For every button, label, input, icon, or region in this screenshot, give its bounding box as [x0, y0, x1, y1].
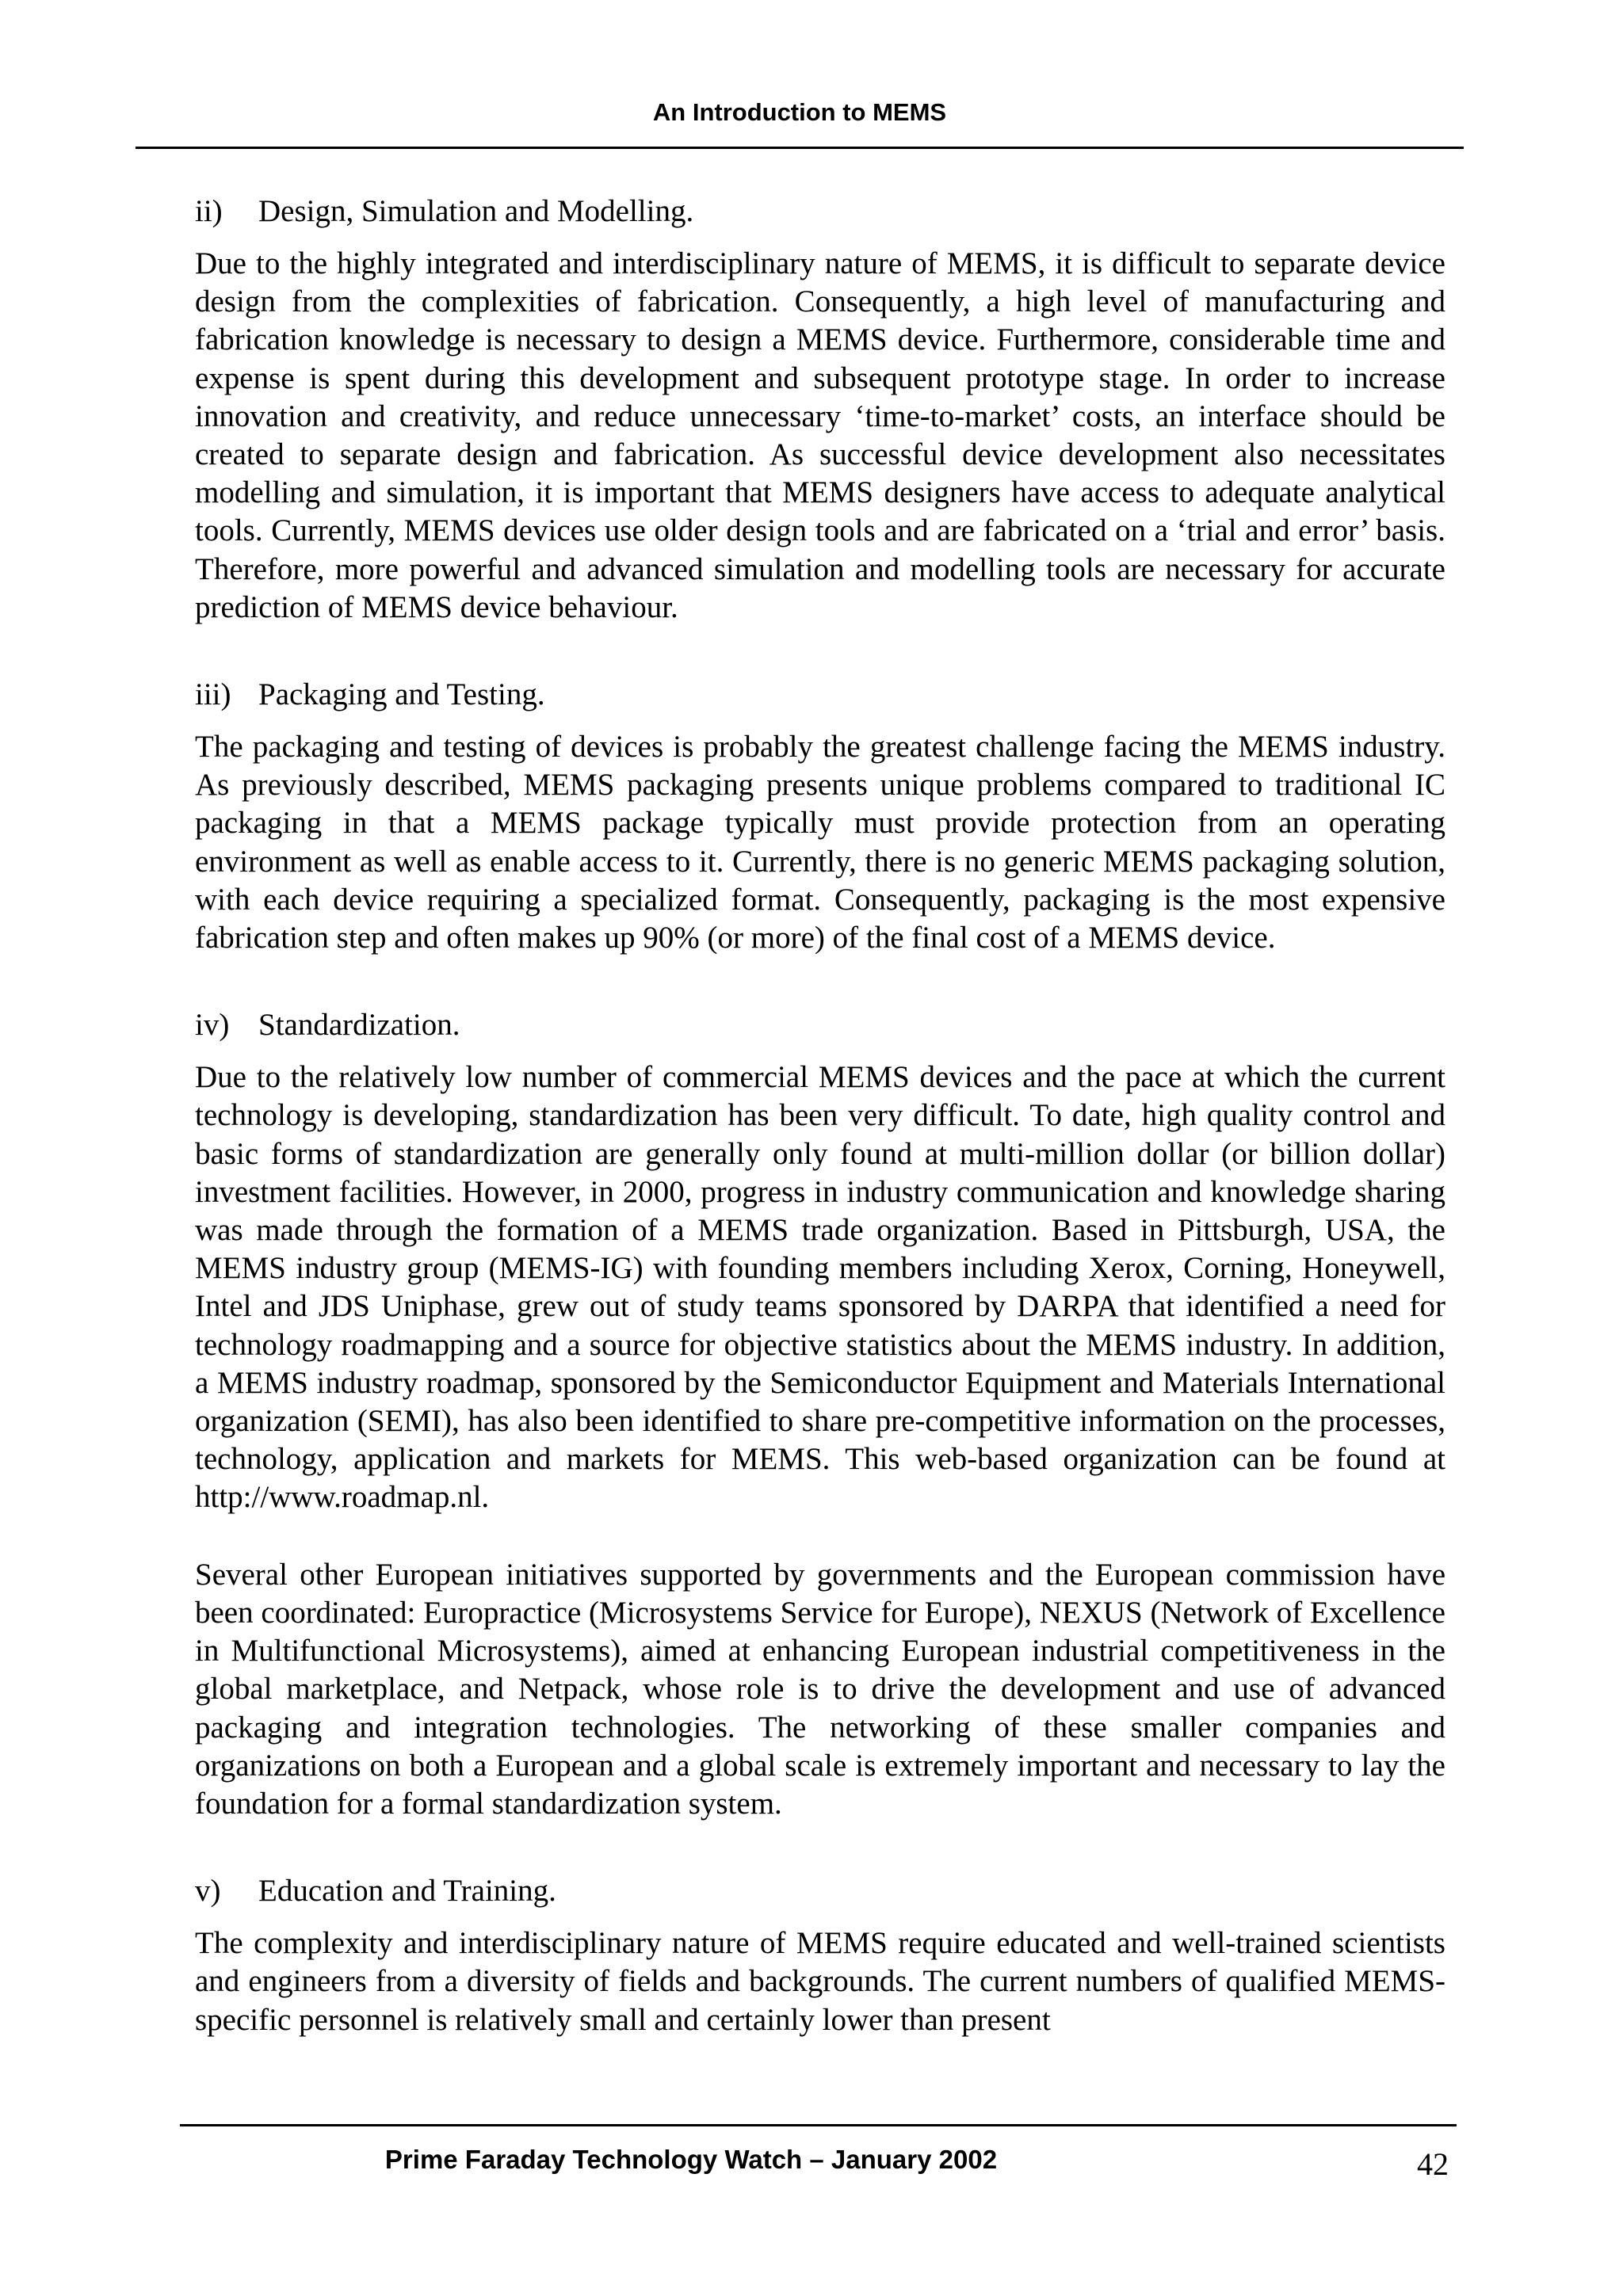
page-header — [136, 93, 1464, 149]
section-title: Education and Training. — [258, 1874, 556, 1909]
paragraph-standardization-2: Several other European initiatives supported by governments and the European commission have been coordinated: Europractice (Microsystems Service for Europe), NEXUS (Network of Excellence in Multifunctional Microsystems), aimed at enhancing European industrial competitiveness in the global marketplace, and Netpack, whose role is to drive the development and use of advanced packaging and integration technologies. The networking of these smaller companies and organizations on both a European and a global scale is extremely important and necessary to lay the foundation for a formal standardization system. — [195, 1557, 1445, 1821]
section-title: Packaging and Testing. — [258, 677, 545, 712]
section-heading-packaging — [195, 676, 1445, 714]
paragraph-standardization-1: Due to the relatively low number of commercial MEMS devices and the pace at which the current technology is developing, standardization has been very difficult. To date, high quality control and basic forms of standardization are generally only found at multi-million dollar (or billion dollar) investment facilities. However, in 2000, progress in industry communication and knowledge sharing was made through the formation of a MEMS trade organization. Based in Pittsburgh, USA, the MEMS industry group (MEMS-IG) with founding members including Xerox, Corning, Honeywell, Intel and JDS Uniphase, grew out of study teams sponsored by DARPA that identified a need for technology roadmapping and a source for objective statistics about the MEMS industry. In addition, a MEMS industry roadmap, sponsored by the Semiconductor Equipment and Materials International organization (SEMI), has also been identified to share pre-competitive information on the processes, technology, application and markets for MEMS. This web-based organization can be found at http://www.roadmap.nl. — [195, 1060, 1445, 1515]
section-heading-design — [195, 193, 1445, 231]
page-number: 42 — [1417, 2146, 1449, 2182]
section-number: v) — [195, 1874, 221, 1909]
section-title: Design, Simulation and Modelling. — [258, 194, 694, 228]
section-heading-standardization — [195, 1006, 1445, 1044]
page-footer — [180, 2124, 1457, 2191]
page-content — [195, 193, 1445, 2039]
header-title: An Introduction to MEMS — [652, 98, 947, 126]
paragraph-design: Due to the highly integrated and interdisciplinary nature of MEMS, it is difficult to separate device design from the complexities of fabrication. Consequently, a high level of manufacturing and fabrication knowledge is necessary to design a MEMS device. Furthermore, considerable time and expense is spent during this development and subsequent prototype stage. In order to increase innovation and creativity, and reduce unnecessary ‘time-to-market’ costs, an interface should be created to separate design and fabrication. As successful device development also necessitates modelling and simulation, it is important that MEMS designers have access to adequate analytical tools. Currently, MEMS devices use older design tools and are fabricated on a ‘trial and error’ basis. Therefore, more powerful and advanced simulation and modelling tools are necessary for accurate prediction of MEMS device behaviour. — [195, 246, 1445, 624]
section-number: ii) — [195, 194, 223, 228]
paragraph-education: The complexity and interdisciplinary nature of MEMS require educated and well-trained scientists and engineers from a diversity of fields and backgrounds. The current numbers of qualified MEMS-specific personnel is relatively small and certainly lower than present — [195, 1926, 1445, 2037]
footer-title: Prime Faraday Technology Watch – January 2002 — [384, 2145, 998, 2174]
section-heading-education — [195, 1872, 1445, 1910]
section-number: iii) — [195, 677, 231, 712]
section-number: iv) — [195, 1008, 230, 1043]
paragraph-packaging: The packaging and testing of devices is probably the greatest challenge facing the MEMS industry. As previously described, MEMS packaging presents unique problems compared to traditional IC packaging in that a MEMS package typically must provide protection from an operating environment as well as enable access to it. Currently, there is no generic MEMS packaging solution, with each device requiring a specialized format. Consequently, packaging is the most expensive fabrication step and often makes up 90% (or more) of the final cost of a MEMS device. — [195, 730, 1445, 955]
section-title: Standardization. — [258, 1008, 460, 1043]
